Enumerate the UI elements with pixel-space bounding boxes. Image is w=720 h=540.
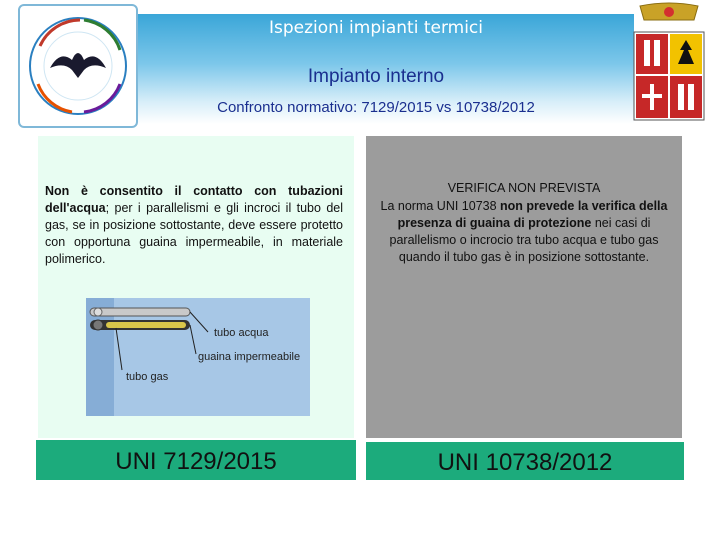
left-panel-rest: ; per i parallelismi e gli incroci il tubo del gas, se in posizione sottostante, deve essere protetto con opportuna guaina impermeabile, in materiale polimerico. — [45, 201, 343, 266]
municipal-crest — [626, 2, 712, 122]
label-tubo-gas: tubo gas — [126, 371, 169, 383]
right-panel-heading: VERIFICA NON PREVISTA — [447, 181, 601, 195]
right-panel-post: nei casi di parallelismo o incrocio tra tubo acqua e tubo gas quando il tubo gas è in posizione sottostante. — [389, 216, 659, 264]
header-top-title: Ispezioni impianti termici — [268, 18, 484, 38]
label-guaina: guaina impermeabile — [198, 351, 301, 363]
footer-label-10738: UNI 10738/2012 — [366, 442, 684, 480]
right-panel-text — [376, 198, 672, 266]
left-panel-text — [45, 183, 343, 268]
page-title: Impianto interno — [307, 66, 445, 87]
right-panel-pre: La norma UNI 10738 — [380, 199, 501, 213]
page-subtitle: Confronto normativo: 7129/2015 vs 10738/2012 — [217, 99, 535, 116]
left-panel-bold: Non è consentito il contatto con tubazioni dell'acqua — [45, 184, 343, 215]
right-panel-bold: non prevede la verifica della presenza di guaina di protezione — [397, 199, 668, 230]
pipe-diagram — [86, 298, 310, 416]
footer-label-7129: UNI 7129/2015 — [36, 440, 356, 480]
label-tubo-acqua: tubo acqua — [214, 327, 269, 339]
